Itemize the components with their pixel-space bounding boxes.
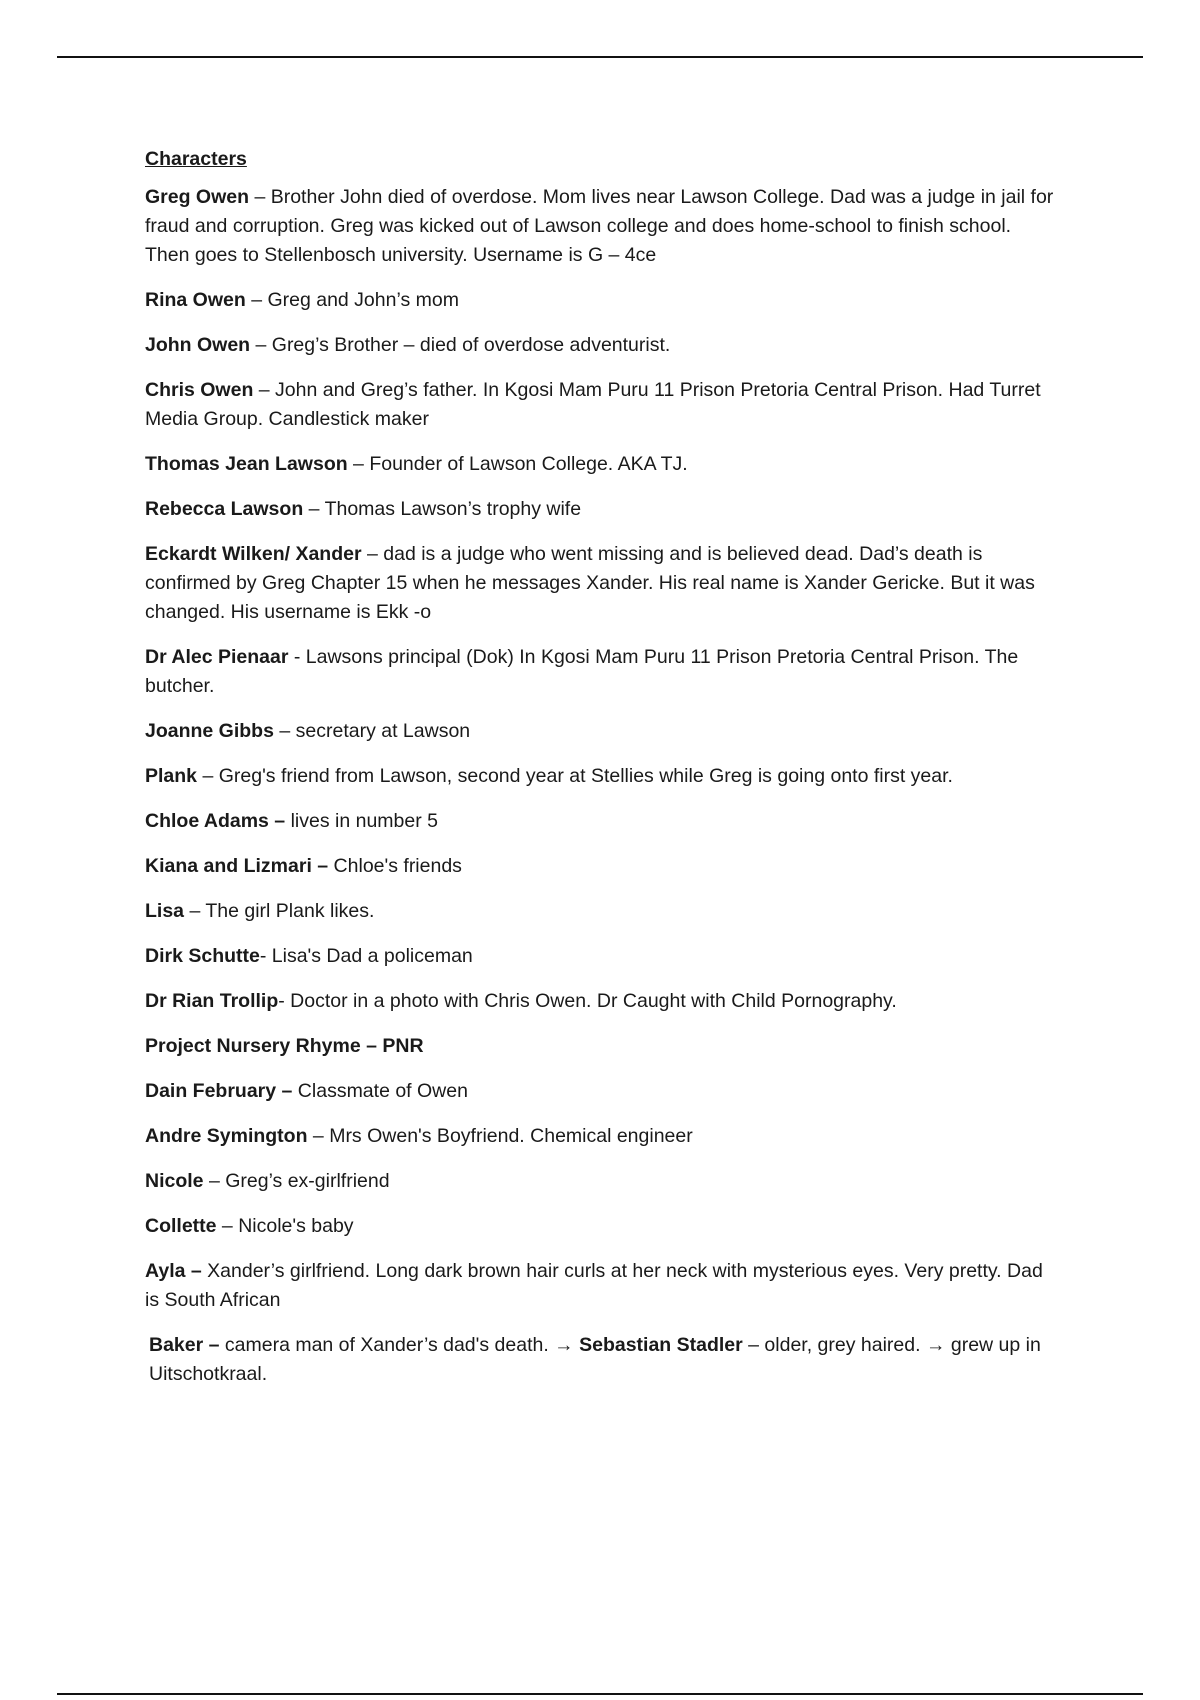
character-description: – Greg’s ex-girlfriend [203, 1170, 390, 1192]
character-description: – Mrs Owen's Boyfriend. Chemical engineer [307, 1125, 693, 1147]
character-description: – Thomas Lawson’s trophy wife [303, 498, 582, 520]
character-entry [145, 897, 1060, 926]
character-description: – John and Greg’s father. In Kgosi Mam Puru 11 Prison Pretoria Central Prison. Had Turret Media Group. Candlestick maker [145, 379, 1041, 430]
character-entry [145, 807, 1060, 836]
character-entry [145, 376, 1060, 434]
character-name: Dirk Schutte [145, 945, 260, 967]
character-description: – Greg's friend from Lawson, second year at Stellies while Greg is going onto first year. [197, 765, 953, 787]
character-entry [145, 450, 1060, 479]
character-name: Joanne Gibbs [145, 720, 274, 742]
character-name: Thomas Jean Lawson [145, 453, 348, 475]
character-name: Ayla – [145, 1260, 202, 1282]
character-entry [145, 1032, 1060, 1061]
character-name: Dain February – [145, 1080, 293, 1102]
character-entry [145, 1212, 1060, 1241]
character-name: Lisa [145, 900, 185, 922]
character-description: – dad is a judge who went missing and is believed dead. Dad’s death is confirmed by Greg Chapter 15 when he messages Xander. His real name is Xander Gericke. But it was changed. His username is Ekk -o [145, 543, 1035, 623]
character-name: Eckardt Wilken/ Xander [145, 543, 362, 565]
character-entry [145, 942, 1060, 971]
character-description: Xander’s girlfriend. Long dark brown hair curls at her neck with mysterious eyes. Very pretty. Dad is South African [145, 1260, 1043, 1311]
footer-rule [57, 1693, 1143, 1695]
character-name: Rebecca Lawson [145, 498, 304, 520]
character-description: – secretary at Lawson [273, 720, 471, 742]
character-description: camera man of Xander’s dad's death. [219, 1334, 555, 1356]
character-description: – Greg’s Brother – died of overdose adventurist. [250, 334, 671, 356]
character-entry [145, 852, 1060, 881]
character-name: John Owen [145, 334, 251, 356]
character-name: Chris Owen [145, 379, 254, 401]
character-entry [145, 540, 1060, 627]
right-arrow-icon: → [925, 1334, 946, 1356]
character-name: Baker – [149, 1334, 220, 1356]
header-rule [57, 56, 1143, 58]
character-description: Classmate of Owen [292, 1080, 468, 1102]
character-description: – Founder of Lawson College. AKA TJ. [347, 453, 688, 475]
character-name: Collette [145, 1215, 217, 1237]
character-description: – Greg and John’s mom [245, 289, 459, 311]
character-description: – Nicole's baby [216, 1215, 354, 1237]
document-body [145, 145, 1060, 1405]
character-description: lives in number 5 [285, 810, 438, 832]
character-description: - Doctor in a photo with Chris Owen. Dr Caught with Child Pornography. [278, 990, 897, 1012]
character-entry [145, 331, 1060, 360]
character-description-tail: grew up in Uitschotkraal. [149, 1334, 1041, 1385]
character-entry [145, 1077, 1060, 1106]
character-entry [145, 1257, 1060, 1315]
character-entry [145, 762, 1060, 791]
character-name: Dr Alec Pienaar [145, 646, 289, 668]
character-description: Chloe's friends [328, 855, 462, 877]
character-description: - Lisa's Dad a policeman [259, 945, 473, 967]
character-entry [145, 1122, 1060, 1151]
character-name: Kiana and Lizmari – [145, 855, 329, 877]
character-name: Plank [145, 765, 198, 787]
character-entry [145, 1167, 1060, 1196]
character-name: Rina Owen [145, 289, 246, 311]
character-description-secondary: – older, grey haired. [742, 1334, 926, 1356]
character-name: Andre Symington [145, 1125, 308, 1147]
character-entry-baker [145, 1331, 1060, 1389]
character-description: – Brother John died of overdose. Mom lives near Lawson College. Dad was a judge in jail for fraud and corruption. Greg was kicked out of Lawson college and does home-school to finish school. Then goes to Stellenbosch university. Username is G – 4ce [145, 186, 1054, 266]
character-entry [145, 717, 1060, 746]
section-heading: Characters [145, 148, 247, 170]
character-entry [145, 286, 1060, 315]
character-entry [145, 495, 1060, 524]
character-name: Nicole [145, 1170, 204, 1192]
character-name: Project Nursery Rhyme – PNR [145, 1035, 424, 1057]
character-entry [145, 987, 1060, 1016]
character-description: - Lawsons principal (Dok) In Kgosi Mam Puru 11 Prison Pretoria Central Prison. The butcher. [145, 646, 1019, 697]
right-arrow-icon: → [554, 1334, 574, 1356]
character-entry [145, 643, 1060, 701]
character-name: Dr Rian Trollip [145, 990, 279, 1012]
character-description: – The girl Plank likes. [184, 900, 375, 922]
character-name-secondary: Sebastian Stadler [573, 1334, 743, 1356]
character-entry [145, 183, 1060, 270]
character-name: Greg Owen [145, 186, 250, 208]
character-name: Chloe Adams – [145, 810, 286, 832]
